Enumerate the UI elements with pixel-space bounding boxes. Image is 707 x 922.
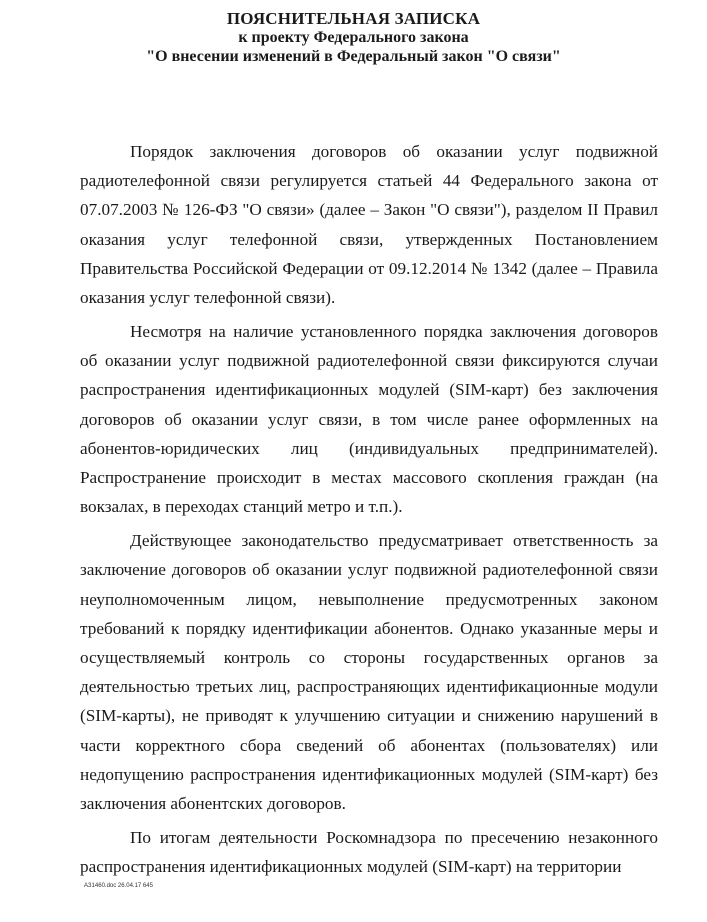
document-subtitle: к проекту Федерального закона <box>238 29 469 46</box>
paragraph: Несмотря на наличие установленного порядка заключения договоров об оказании услуг подвижной радиотелефонной связи фиксируются случаи распространения идентификационных модулей (SIM-карт) без заключения договоров об оказании услуг связи, в том числе ранее оформленных на абонентов-юридических лиц (индивидуальных предпринимателей). Распространение происходит в местах массового скопления граждан (на вокзалах, в переходах станций метро и т.п.). <box>80 322 658 517</box>
paragraph: По итогам деятельности Роскомнадзора по пресечению незаконного распространения идентификационных модулей (SIM-карт) на территории <box>80 828 658 877</box>
document-header <box>0 0 707 66</box>
document-body <box>80 137 658 886</box>
paragraph: Порядок заключения договоров об оказании услуг подвижной радиотелефонной связи регулируется статьей 44 Федерального закона от 07.07.2003 № 126-ФЗ "О связи» (далее – Закон "О связи"), разделом II Правил оказания услуг телефонной связи, утвержденных Постановлением Правительства Российской Федерации от 09.12.2014 № 1342 (далее – Правила оказания услуг телефонной связи). <box>80 142 658 308</box>
paragraph: Действующее законодательство предусматривает ответственность за заключение договоров об оказании услуг подвижной радиотелефонной связи неуполномоченным лицом, невыполнение предусмотренных законом требований к порядку идентификации абонентов. Однако указанные меры и осуществляемый контроль со стороны государственных органов за деятельностью третьих лиц, распространяющих идентификационные модули (SIM-карты), не приводят к улучшению ситуации и снижению нарушений в части корректного сбора сведений об абонентах (пользователях) или недопущению распространения идентификационных модулей (SIM-карт) без заключения абонентских договоров. <box>80 531 658 814</box>
file-footer: АЗ1460.doc 26.04.17 645 <box>84 883 153 889</box>
document-title: ПОЯСНИТЕЛЬНАЯ ЗАПИСКА <box>226 9 481 28</box>
law-name: "О внесении изменений в Федеральный закон "О связи" <box>146 48 561 65</box>
